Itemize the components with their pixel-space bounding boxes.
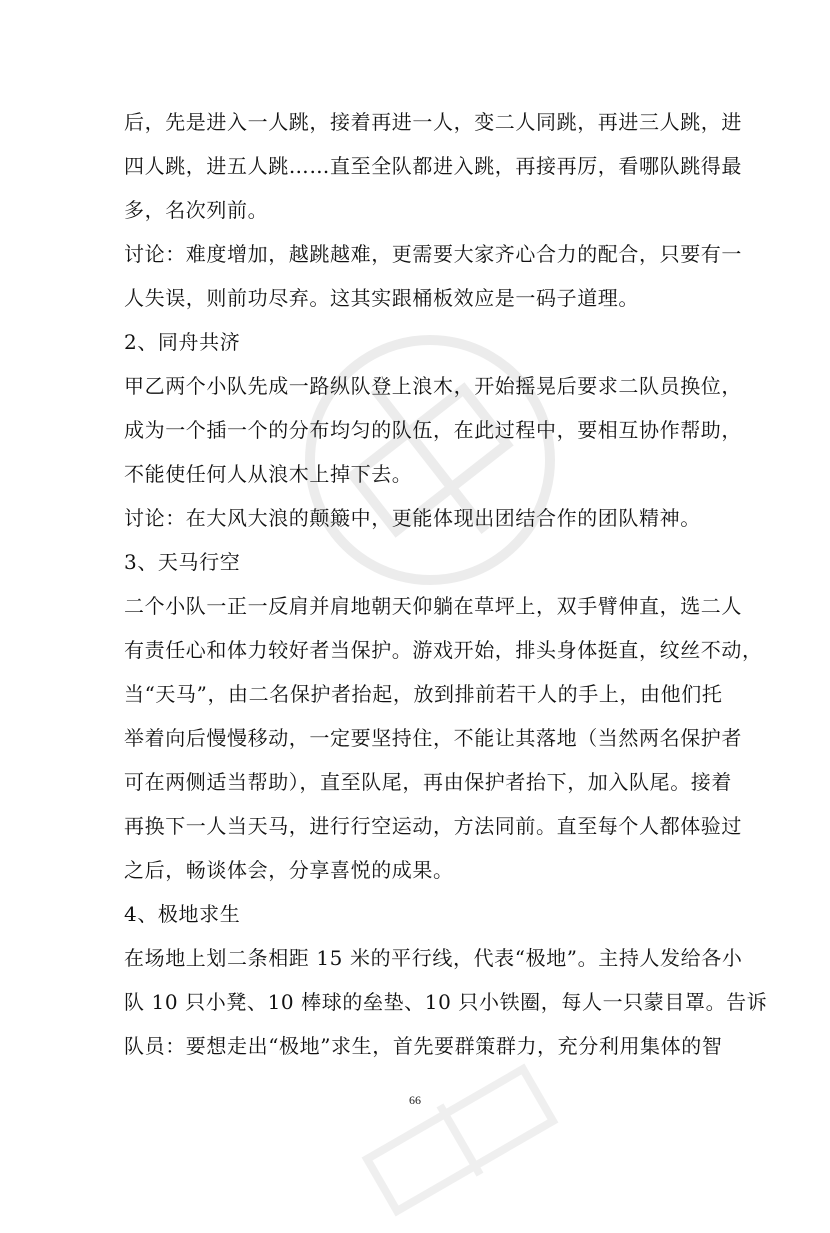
text-line: 当“天马”，由二名保护者抬起，放到排前若干人的手上，由他们托 xyxy=(124,682,723,706)
text-line: 多，名次列前。 xyxy=(124,198,269,222)
text-line: 四人跳，进五人跳……直至全队都进入跳，再接再厉，看哪队跳得最 xyxy=(124,154,742,178)
discussion-line: 讨论：在大风大浪的颠簸中，更能体现出团结合作的团队精神。 xyxy=(124,506,701,530)
text-line: 不能使任何人从浪木上掉下去。 xyxy=(124,462,413,486)
text-line: 在场地上划二条相距 15 米的平行线，代表“极地”。主持人发给各小 xyxy=(124,946,743,970)
text-line: 后，先是进入一人跳，接着再进一人，变二人同跳，再进三人跳，进 xyxy=(124,110,742,134)
text-line: 有责任心和体力较好者当保护。游戏开始，排头身体挺直，纹丝不动， xyxy=(124,638,763,662)
text-line: 可在两侧适当帮助），直至队尾，再由保护者抬下，加入队尾。接着 xyxy=(124,770,732,794)
page-number: 66 xyxy=(409,1093,421,1107)
text-line: 成为一个插一个的分布均匀的队伍，在此过程中，要相互协作帮助， xyxy=(124,418,742,442)
text-line: 队员：要想走出“极地”求生，首先要群策群力，充分利用集体的智 xyxy=(124,1034,723,1058)
text-line: 队 10 只小凳、10 棒球的垒垫、10 只小铁圈，每人一只蒙目罩。告诉 xyxy=(124,990,768,1014)
document-body xyxy=(124,100,768,1068)
discussion-line: 讨论：难度增加，越跳越难，更需要大家齐心合力的配合，只要有一 xyxy=(124,242,742,266)
text-line: 甲乙两个小队先成一路纵队登上浪木，开始摇晃后要求二队员换位， xyxy=(124,374,742,398)
section-heading-3: 3、天马行空 xyxy=(124,550,241,574)
text-line: 举着向后慢慢移动，一定要坚持住，不能让其落地（当然两名保护者 xyxy=(124,726,742,750)
text-line: 再换下一人当天马，进行行空运动，方法同前。直至每个人都体验过 xyxy=(124,814,742,838)
discussion-line: 人失误，则前功尽弃。这其实跟桶板效应是一码子道理。 xyxy=(124,286,639,310)
text-line: 之后，畅谈体会，分享喜悦的成果。 xyxy=(124,858,454,882)
text-line: 二个小队一正一反肩并肩地朝天仰躺在草坪上，双手臂伸直，选二人 xyxy=(124,594,742,618)
section-heading-4: 4、极地求生 xyxy=(124,902,241,926)
watermark-logo-bottom xyxy=(348,1047,571,1233)
section-heading-2: 2、同舟共济 xyxy=(124,330,241,354)
